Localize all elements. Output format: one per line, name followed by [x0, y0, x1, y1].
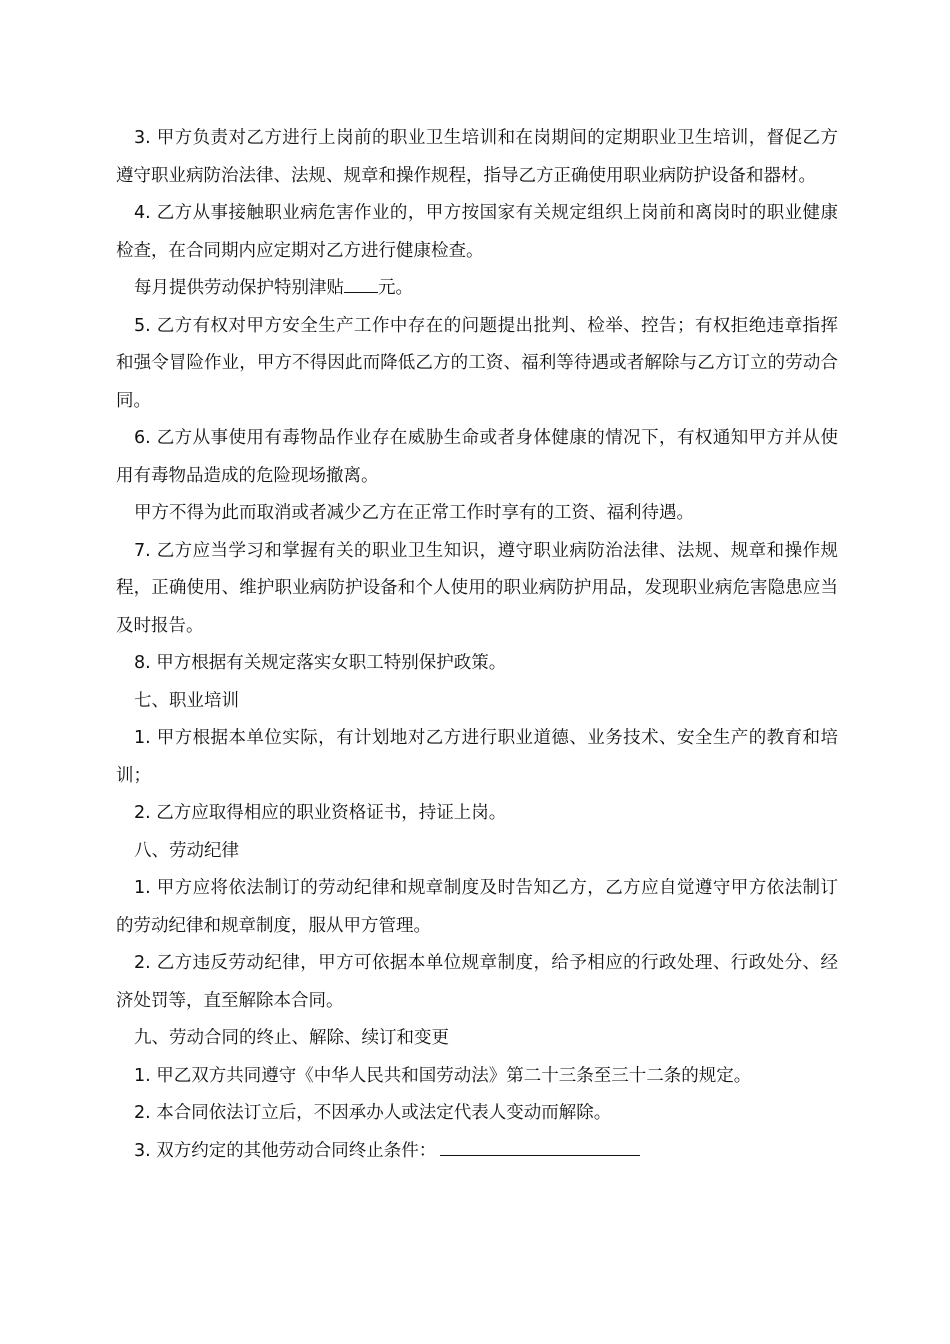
section-heading: 八、劳动纪律: [134, 840, 239, 861]
paragraph: 1. 甲乙双方共同遵守《中华人民共和国劳动法》第二十三条至三十二条的规定。: [134, 1065, 752, 1086]
allowance-paragraph: [116, 270, 838, 308]
paragraph: 2. 乙方应取得相应的职业资格证书，持证上岗。: [134, 803, 507, 823]
section-heading: 九、劳动合同的终止、解除、续订和变更: [134, 1028, 449, 1048]
paragraph: 8. 甲方根据有关规定落实女职工特别保护政策。: [134, 653, 507, 673]
paragraph: 5. 乙方有权对甲方安全生产工作中存在的问题提出批判、检举、控告；有权拒绝违章指挥和强令冒险作业，甲方不得因此而降低乙方的工资、福利等待遇或者解除与乙方订立的劳动合同。: [116, 315, 838, 411]
paragraph: 1. 甲方应将依法制订的劳动纪律和规章制度及时告知乙方，乙方应自觉遵守甲方依法制订的劳动纪律和规章制度，服从甲方管理。: [116, 878, 838, 936]
termination-conditions-text: 3. 双方约定的其他劳动合同终止条件：: [134, 1140, 437, 1161]
paragraph: 2. 乙方违反劳动纪律，甲方可依据本单位规章制度，给予相应的行政处理、行政处分、经济处罚等，直至解除本合同。: [116, 953, 838, 1011]
paragraph: 2. 本合同依法订立后，不因承办人或法定代表人变动而解除。: [134, 1103, 612, 1123]
paragraph: 6. 乙方从事使用有毒物品作业存在威胁生命或者身体健康的情况下，有权通知甲方并从使用有毒物品造成的危险现场撤离。: [116, 428, 838, 486]
section-heading: 七、职业培训: [134, 690, 239, 711]
paragraph: 3. 甲方负责对乙方进行上岗前的职业卫生培训和在岗期间的定期职业卫生培训，督促乙方遵守职业病防治法律、法规、规章和操作规程，指导乙方正确使用职业病防护设备和器材。: [116, 128, 838, 186]
termination-conditions-paragraph: [116, 1133, 838, 1171]
paragraph: 7. 乙方应当学习和掌握有关的职业卫生知识，遵守职业病防治法律、法规、规章和操作规程，正确使用、维护职业病防护设备和个人使用的职业病防护用品，发现职业病危害隐患应当及时报告。: [116, 540, 838, 636]
allowance-text: 每月提供劳动保护特别津贴: [134, 278, 344, 298]
termination-conditions-blank: [440, 1137, 640, 1156]
allowance-unit: 元。: [378, 278, 413, 298]
allowance-amount-blank: [344, 274, 378, 293]
paragraph: 甲方不得为此而取消或者减少乙方在正常工作时享有的工资、福利待遇。: [134, 503, 694, 523]
paragraph: 1. 甲方根据本单位实际，有计划地对乙方进行职业道德、业务技术、安全生产的教育和培训；: [116, 728, 838, 786]
paragraph: 4. 乙方从事接触职业病危害作业的，甲方按国家有关规定组织上岗前和离岗时的职业健康检查，在合同期内应定期对乙方进行健康检查。: [116, 203, 838, 261]
document-body: [116, 120, 838, 1170]
